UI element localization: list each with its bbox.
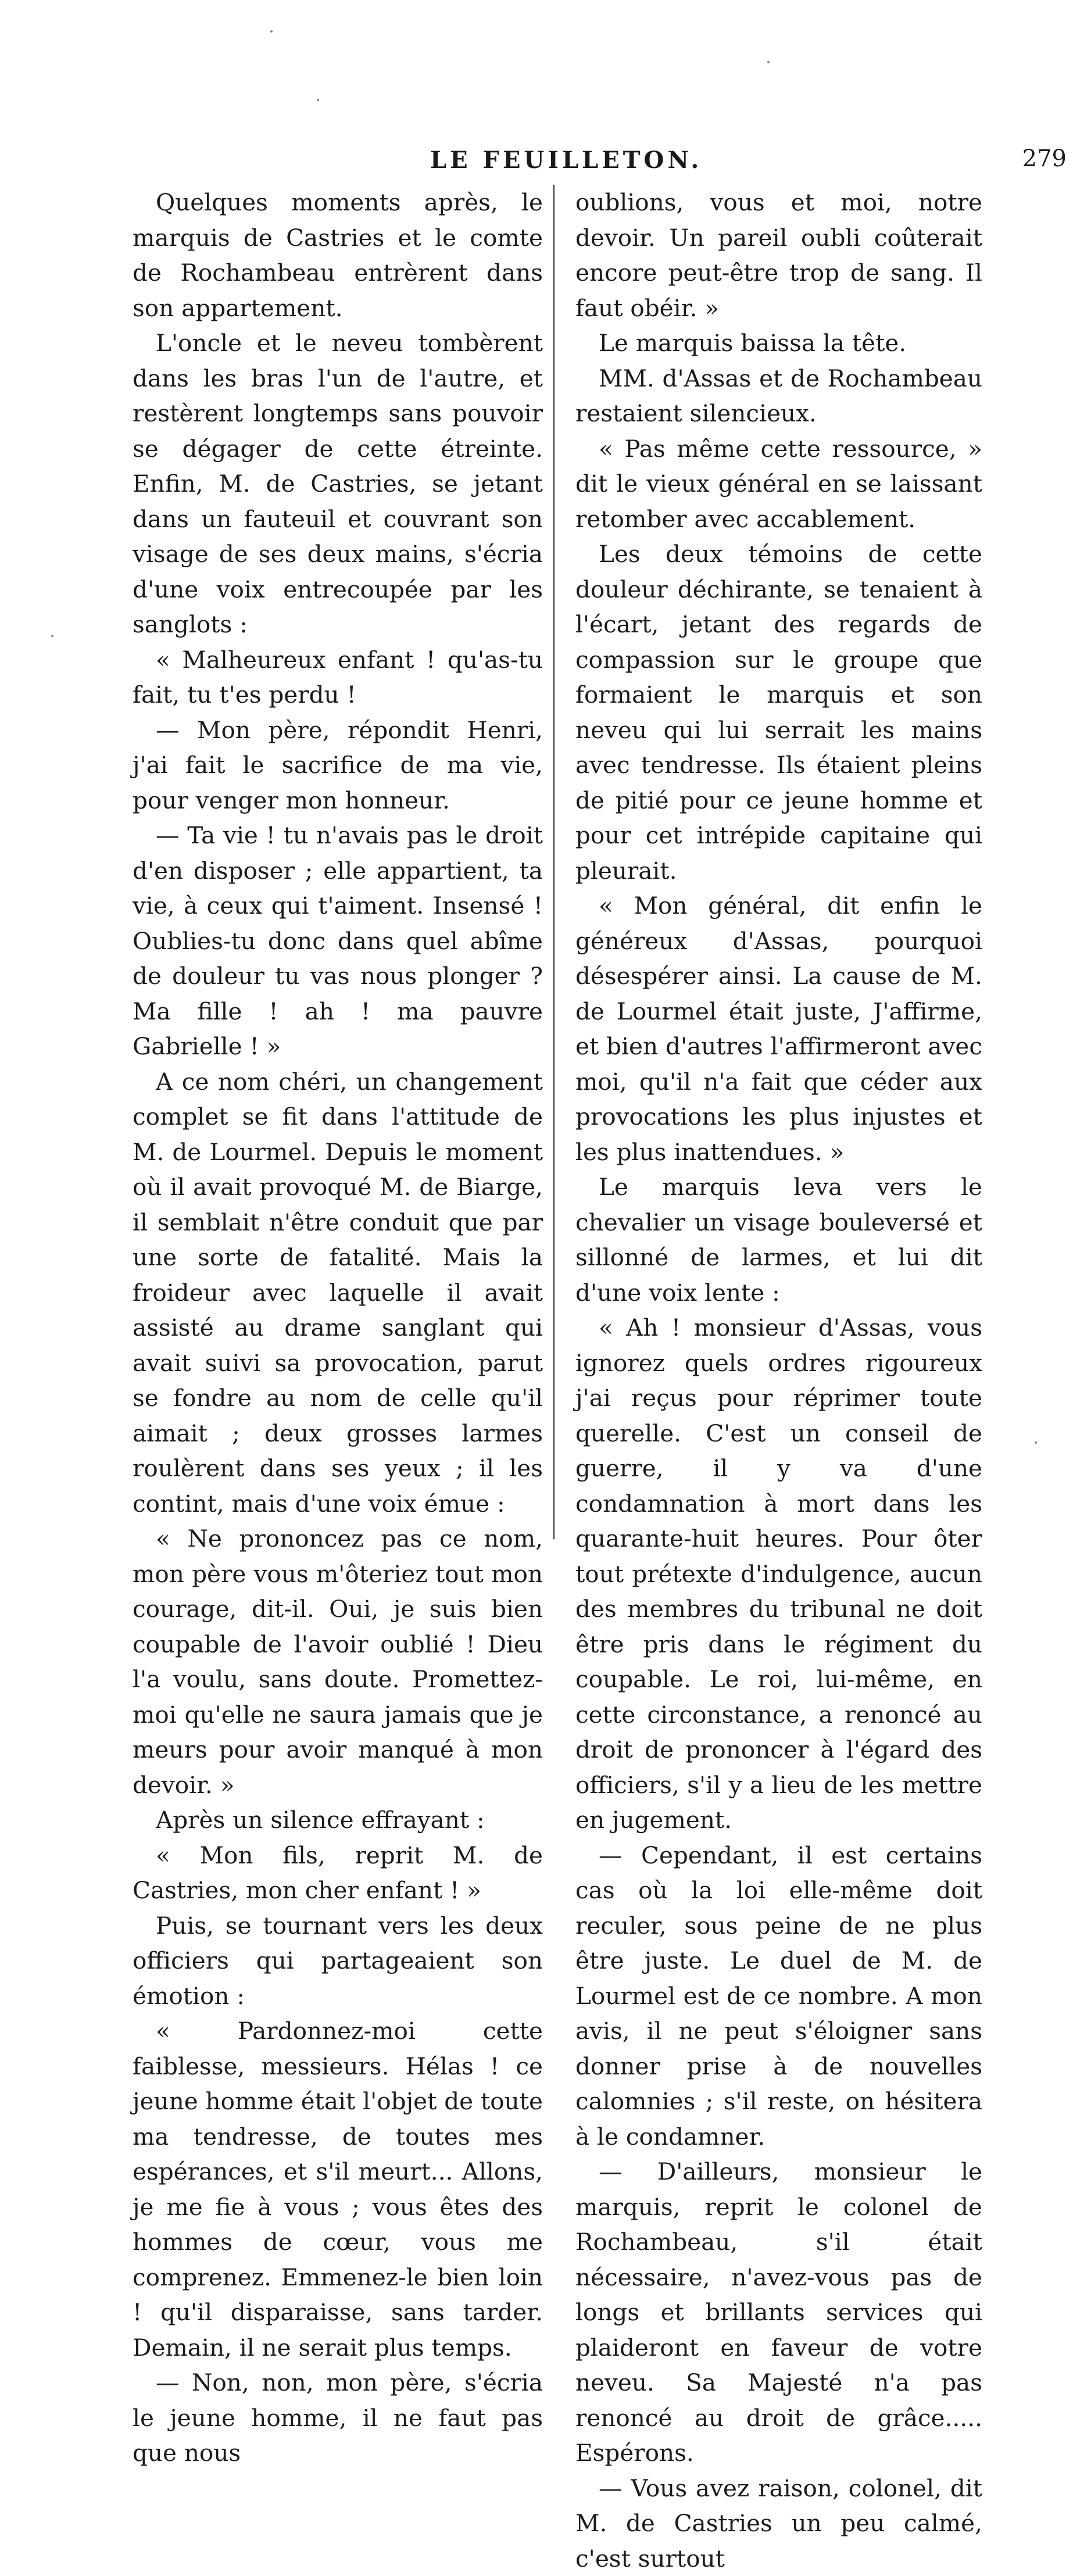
paragraph: Après un silence effrayant : — [133, 1802, 543, 1838]
paragraph: A ce nom chéri, un changement complet se fit dans l'attitude de M. de Lourmel. Depuis le moment où il avait provoqué M. de Biarge, il semblait n'être conduit que par une sorte de fatalité. Mais la froideur avec laquelle il avait assisté au drame sanglant qui avait suivi sa provocation, parut se fondre au nom de celle qu'il aimait ; deux grosses larmes roulèrent dans ses yeux ; il les contint, mais d'une voix émue : — [133, 1064, 543, 1522]
paragraph: Quelques moments après, le marquis de Castries et le comte de Rochambeau entrèrent dans son appartement. — [133, 185, 543, 325]
paragraph: — Ta vie ! tu n'avais pas le droit d'en disposer ; elle appartient, ta vie, à ceux qui t'aiment. Insensé ! Oublies-tu donc dans quel abîme de douleur tu vas nous plonger ? Ma fille ! ah ! ma pauvre Gabrielle ! » — [133, 818, 543, 1064]
paragraph: « Pas même cette ressource, » dit le vieux général en se laissant retomber avec accablement. — [575, 431, 982, 537]
running-title: LE FEUILLETON. — [430, 146, 702, 174]
paragraph: « Pardonnez-moi cette faiblesse, messieurs. Hélas ! ce jeune homme était l'objet de toute ma tendresse, de toutes mes espérances, et s'il meurt... Allons, je me fie à vous ; vous êtes des hommes de cœur, vous me comprenez. Emmenez-le bien loin ! qu'il disparaisse, sans tarder. Demain, il ne serait plus temps. — [133, 2013, 543, 2365]
left-column — [133, 185, 543, 2471]
right-column — [575, 185, 982, 2576]
print-speck — [767, 61, 770, 63]
paragraph: « Ne prononcez pas ce nom, mon père vous m'ôteriez tout mon courage, dit-il. Oui, je suis bien coupable de l'avoir oublié ! Dieu l'a voulu, sans doute. Promettez-moi qu'elle ne saura jamais que je meurs pour avoir manqué à mon devoir. » — [133, 1521, 543, 1802]
paragraph: Le marquis baissa la tête. — [575, 325, 982, 361]
paragraph: — D'ailleurs, monsieur le marquis, reprit le colonel de Rochambeau, s'il était nécessaire, n'avez-vous pas de longs et brillants services qui plaideront en faveur de votre neveu. Sa Majesté n'a pas renoncé au droit de grâce..... Espérons. — [575, 2154, 982, 2471]
paragraph: — Cependant, il est certains cas où la loi elle-même doit reculer, sous peine de ne plus être juste. Le duel de M. de Lourmel est de ce nombre. A mon avis, il ne peut s'éloigner sans donner prise à de nouvelles calomnies ; s'il reste, on hésitera à le condamner. — [575, 1838, 982, 2155]
print-speck — [270, 30, 273, 33]
paragraph: — Non, non, mon père, s'écria le jeune homme, il ne faut pas que nous — [133, 2365, 543, 2471]
paragraph: Le marquis leva vers le chevalier un visage bouleversé et sillonné de larmes, et lui dit d'une voix lente : — [575, 1169, 982, 1310]
print-speck — [1035, 1441, 1037, 1444]
page-number: 279 — [1022, 145, 1067, 172]
print-speck — [317, 99, 319, 101]
paragraph: Puis, se tournant vers les deux officiers qui partageaient son émotion : — [133, 1908, 543, 2014]
column-divider — [553, 185, 555, 1539]
paragraph: MM. d'Assas et de Rochambeau restaient silencieux. — [575, 361, 982, 431]
paragraph: — Mon père, répondit Henri, j'ai fait le sacrifice de ma vie, pour venger mon honneur. — [133, 713, 543, 818]
paragraph: L'oncle et le neveu tombèrent dans les bras l'un de l'autre, et restèrent longtemps sans pouvoir se dégager de cette étreinte. Enfin, M. de Castries, se jetant dans un fauteuil et couvrant son visage de ses deux mains, s'écria d'une voix entrecoupée par les sanglots : — [133, 325, 543, 642]
paragraph: « Ah ! monsieur d'Assas, vous ignorez quels ordres rigoureux j'ai reçus pour réprimer toute querelle. C'est un conseil de guerre, il y va d'une condamnation à mort dans les quarante-huit heures. Pour ôter tout prétexte d'indulgence, aucun des membres du tribunal ne doit être pris dans le régiment du coupable. Le roi, lui-même, en cette circonstance, a renoncé au droit de prononcer à l'égard des officiers, s'il y a lieu de les mettre en jugement. — [575, 1310, 982, 1838]
paragraph: « Mon général, dit enfin le généreux d'Assas, pourquoi désespérer ainsi. La cause de M. de Lourmel était juste, J'affirme, et bien d'autres l'affirmeront avec moi, qu'il n'a fait que céder aux provocations les plus injustes et les plus inattendues. » — [575, 888, 982, 1169]
paragraph: « Malheureux enfant ! qu'as-tu fait, tu t'es perdu ! — [133, 642, 543, 713]
print-speck — [51, 635, 53, 637]
paragraph: Les deux témoins de cette douleur déchirante, se tenaient à l'écart, jetant des regards de compassion sur le groupe que formaient le marquis et son neveu qui lui serrait les mains avec tendresse. Ils étaient pleins de pitié pour ce jeune homme et pour cet intrépide capitaine qui pleurait. — [575, 536, 982, 888]
paragraph: oublions, vous et moi, notre devoir. Un pareil oubli coûterait encore peut-être trop de sang. Il faut obéir. » — [575, 185, 982, 325]
paragraph: « Mon fils, reprit M. de Castries, mon cher enfant ! » — [133, 1838, 543, 1908]
paragraph: — Vous avez raison, colonel, dit M. de Castries un peu calmé, c'est surtout — [575, 2471, 982, 2576]
